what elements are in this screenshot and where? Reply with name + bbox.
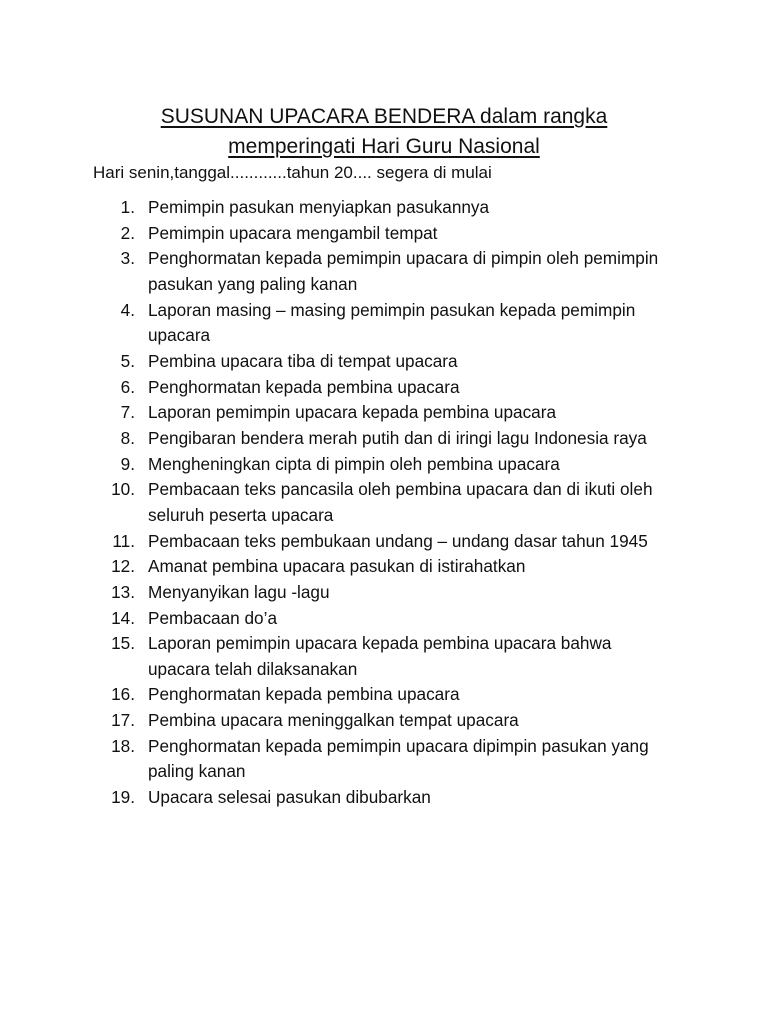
intro-text: Hari senin,tanggal............tahun 20.... segera di mulai: [93, 163, 492, 182]
step-text: Mengheningkan cipta di pimpin oleh pembina upacara: [148, 453, 560, 474]
list-item: [0, 246, 768, 297]
list-item: [0, 785, 768, 811]
step-text: Upacara selesai pasukan dibubarkan: [148, 787, 431, 808]
step-text: Amanat pembina upacara pasukan di istirahatkan: [148, 556, 526, 577]
step-number: 1.: [120, 197, 135, 217]
title-line-1: SUSUNAN UPACARA BENDERA dalam rangka: [160, 105, 608, 129]
step-text: Pembacaan teks pembukaan undang – undang dasar tahun 1945: [148, 530, 648, 551]
step-number: 14.: [111, 607, 135, 628]
list-item: [0, 477, 768, 528]
list-item: [0, 400, 768, 426]
title-line-2: memperingati Hari Guru Nasional: [228, 135, 540, 159]
step-number: 15.: [111, 633, 135, 654]
list-item: [0, 529, 768, 555]
step-text: Pengibaran bendera merah putih dan di iringi lagu Indonesia raya: [148, 427, 647, 448]
step-number: 4.: [120, 299, 135, 320]
list-item: [0, 554, 768, 580]
step-text: Pembina upacara meninggalkan tempat upacara: [148, 710, 519, 731]
step-text: Penghormatan kepada pembina upacara: [148, 376, 460, 397]
step-number: 6.: [120, 376, 135, 397]
step-number: 12.: [111, 556, 135, 577]
list-item: [0, 298, 768, 349]
document-title: [0, 102, 768, 162]
step-number: 3.: [120, 248, 135, 269]
step-number: 5.: [120, 350, 135, 371]
step-number: 10.: [111, 479, 135, 500]
list-item: [0, 195, 768, 221]
step-number: 11.: [112, 530, 135, 551]
step-number: 2.: [120, 222, 135, 243]
step-text: Laporan pemimpin upacara kepada pembina upacara bahwa upacara telah dilaksanakan: [148, 633, 612, 679]
step-text: Penghormatan kepada pemimpin upacara di pimpin oleh pemimpin pasukan yang paling kanan: [148, 248, 659, 294]
list-item: [0, 375, 768, 401]
step-number: 19.: [111, 787, 135, 808]
step-number: 8.: [120, 427, 135, 448]
list-item: [0, 426, 768, 452]
step-text: Pemimpin pasukan menyiapkan pasukannya: [148, 197, 490, 217]
list-item: [0, 580, 768, 606]
list-item: [0, 606, 768, 632]
list-item: [0, 708, 768, 734]
step-text: Penghormatan kepada pemimpin upacara dipimpin pasukan yang paling kanan: [148, 735, 649, 782]
step-number: 7.: [120, 402, 135, 423]
ceremony-steps-list: [0, 195, 768, 811]
step-number: 17.: [111, 710, 135, 731]
step-number: 9.: [120, 453, 135, 474]
step-text: Pembacaan do’a: [148, 607, 277, 628]
step-text: Penghormatan kepada pembina upacara: [148, 684, 460, 705]
step-text: Pembacaan teks pancasila oleh pembina upacara dan di ikuti oleh seluruh peserta upacara: [148, 479, 653, 525]
step-number: 16.: [111, 684, 135, 705]
step-text: Menyanyikan lagu -lagu: [148, 581, 330, 602]
list-item: [0, 631, 768, 682]
list-item: [0, 221, 768, 247]
step-text: Laporan masing – masing pemimpin pasukan kepada pemimpin upacara: [148, 299, 636, 346]
list-item: [0, 734, 768, 785]
step-number: 18.: [111, 735, 135, 756]
list-item: [0, 682, 768, 708]
step-number: 13.: [111, 581, 135, 602]
list-item: [0, 349, 768, 375]
step-text: Laporan pemimpin upacara kepada pembina upacara: [148, 402, 557, 423]
list-item: [0, 452, 768, 478]
step-text: Pemimpin upacara mengambil tempat: [148, 222, 438, 243]
step-text: Pembina upacara tiba di tempat upacara: [148, 350, 458, 371]
